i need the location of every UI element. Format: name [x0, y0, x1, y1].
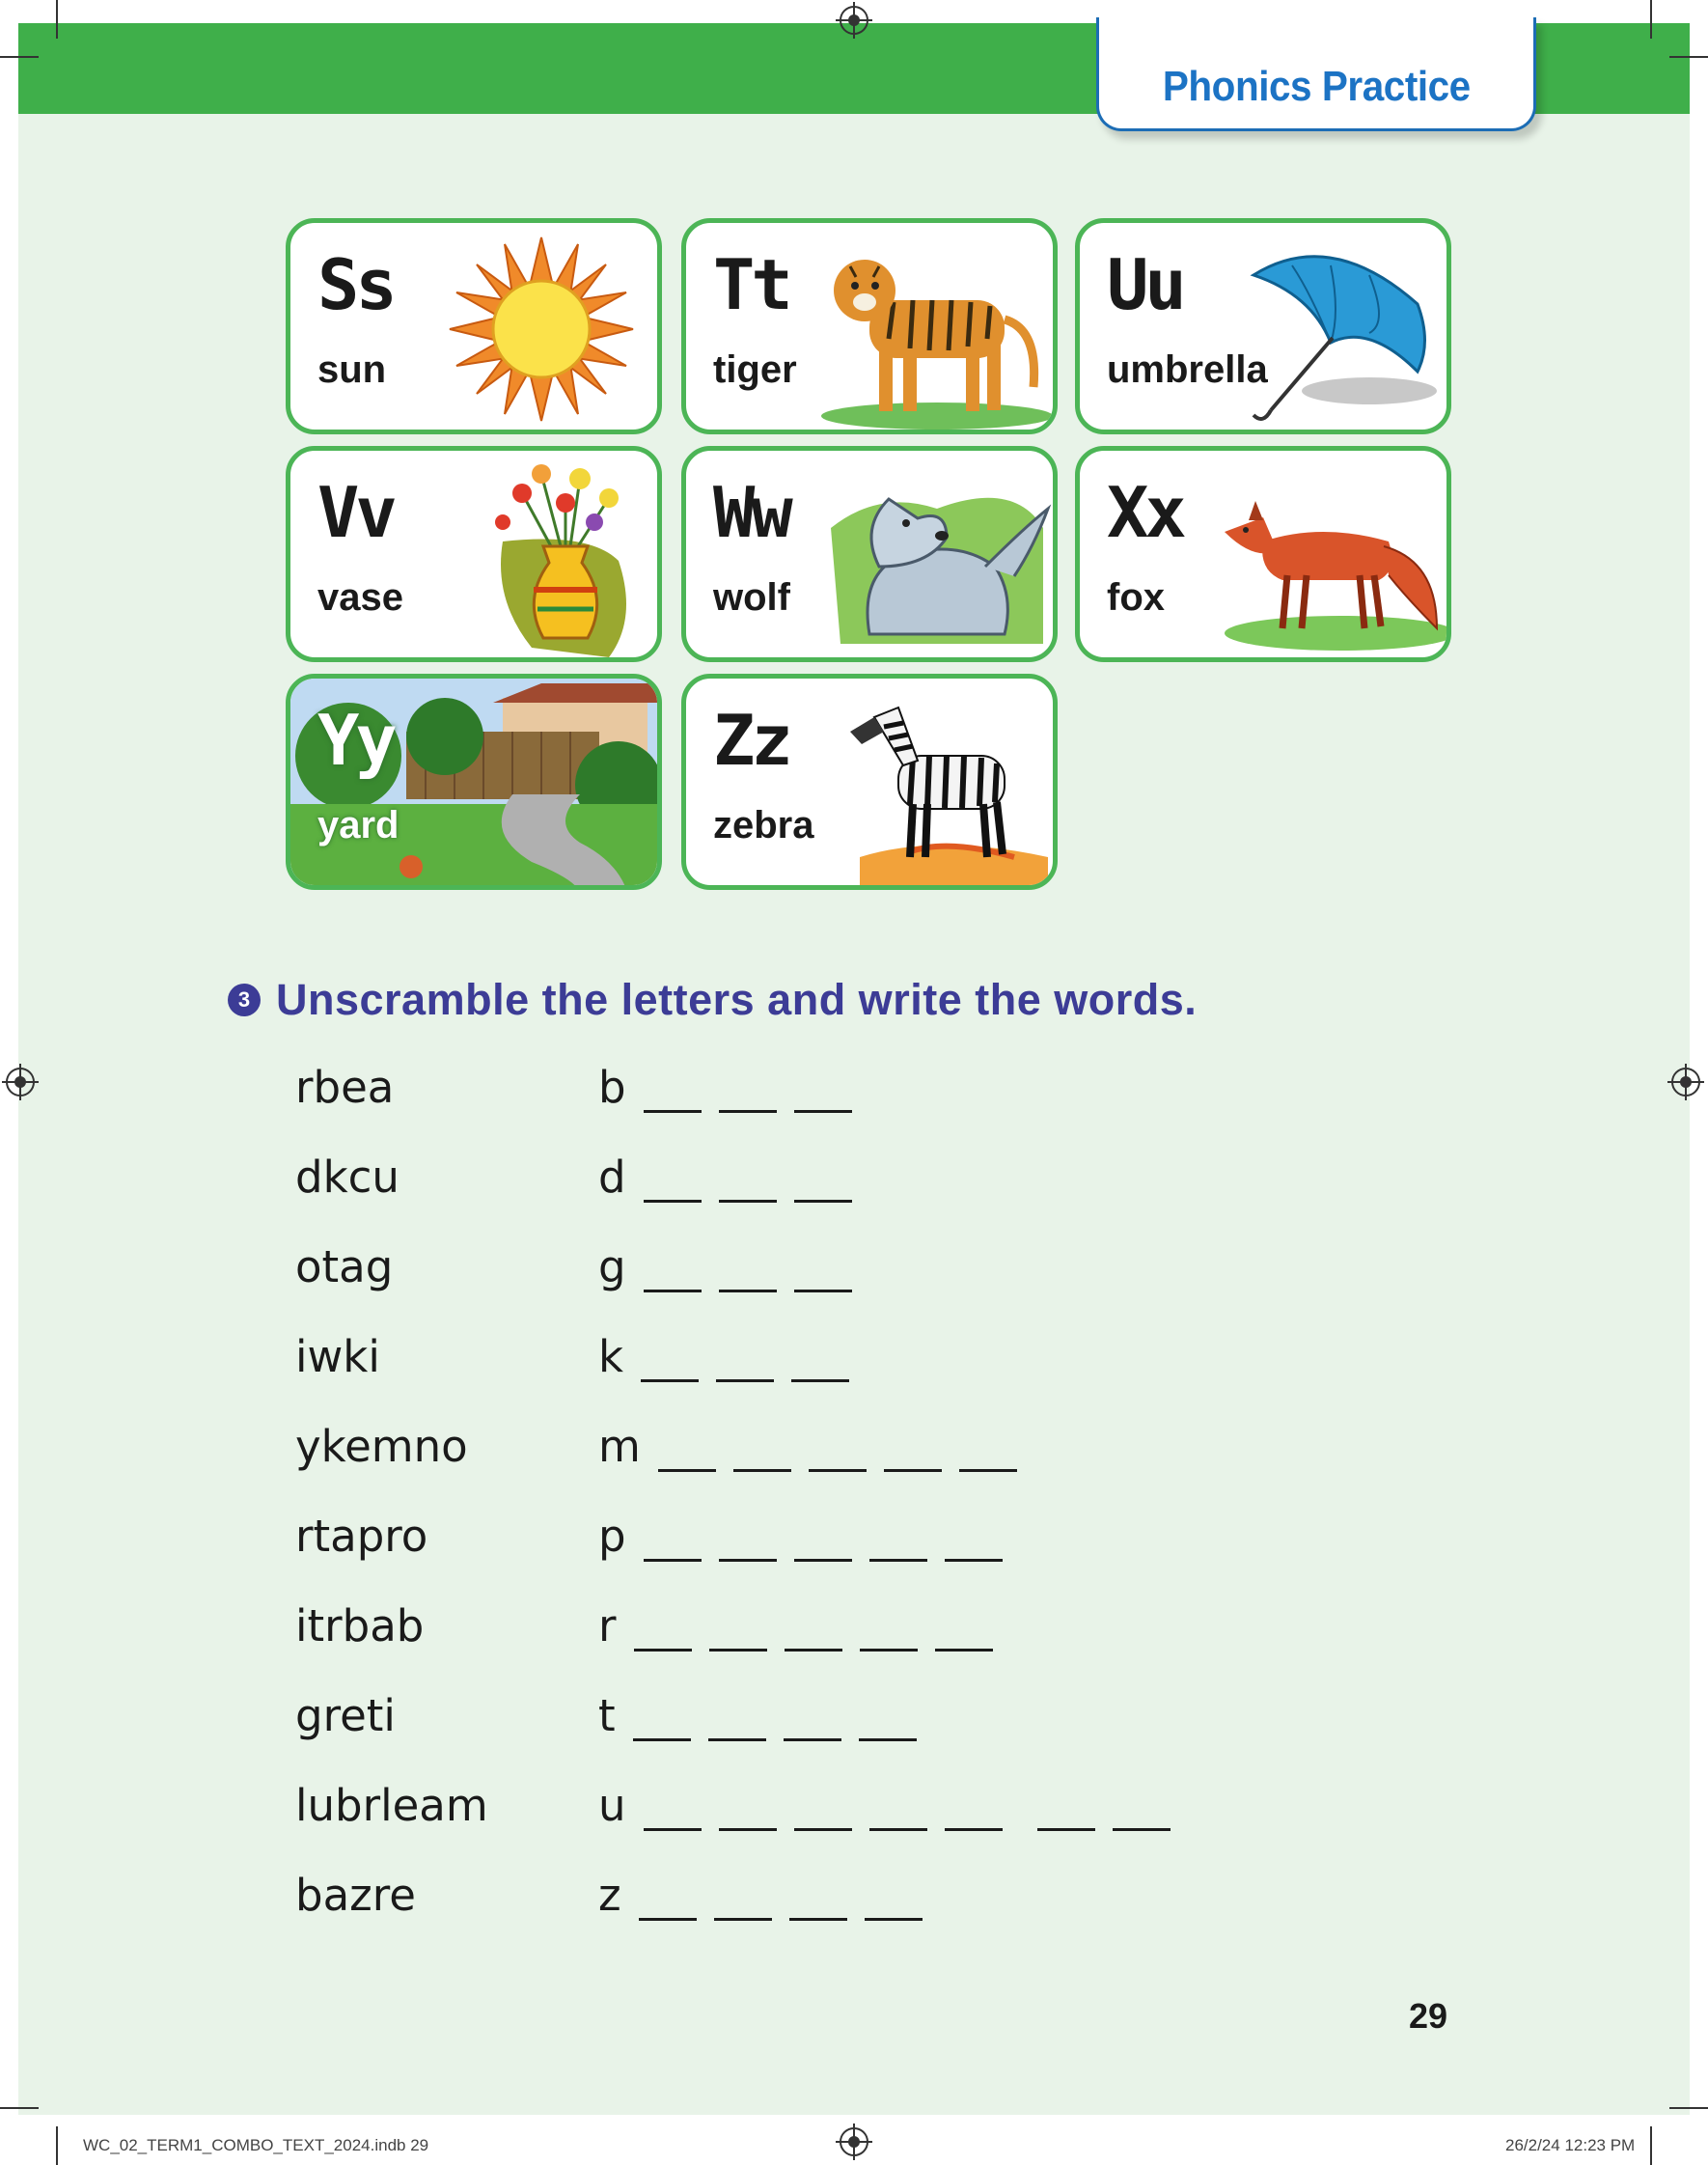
card-tiger [681, 218, 1058, 434]
first-letter: k [598, 1331, 624, 1382]
crop-mark [1669, 2107, 1708, 2109]
answer-line[interactable] [598, 1152, 852, 1203]
scrambled-word: bazre [295, 1870, 416, 1921]
registration-mark-icon [1671, 1068, 1700, 1096]
answer-line[interactable] [598, 1600, 993, 1652]
list-item [295, 1600, 1260, 1658]
blank[interactable] [639, 1890, 697, 1921]
card-wolf [681, 446, 1058, 662]
scrambled-word: rtapro [295, 1511, 428, 1562]
blank[interactable] [634, 1621, 692, 1652]
blank[interactable] [809, 1441, 867, 1472]
registration-mark-icon [6, 1068, 35, 1096]
blank[interactable] [785, 1621, 842, 1652]
crop-mark [56, 0, 58, 39]
first-letter: d [598, 1152, 626, 1203]
card-sun [286, 218, 662, 434]
card-letters: Vv [317, 472, 394, 553]
crop-mark [1650, 0, 1652, 39]
answer-line[interactable] [598, 1331, 849, 1382]
page-number: 29 [1409, 1996, 1448, 2036]
crop-mark [1669, 56, 1708, 58]
card-letters: Zz [713, 700, 789, 781]
blank[interactable] [719, 1082, 777, 1113]
scrambled-word: otag [295, 1241, 394, 1292]
header-tab [1096, 17, 1536, 131]
card-word: yard [317, 804, 399, 847]
crop-mark [0, 2107, 39, 2109]
blank[interactable] [644, 1172, 702, 1203]
footer-file-name: WC_02_TERM1_COMBO_TEXT_2024.indb 29 [83, 2136, 429, 2154]
list-item [295, 1062, 1260, 1120]
card-word: wolf [713, 576, 790, 619]
list-item [295, 1511, 1260, 1568]
card-letters: Ww [713, 472, 789, 553]
blank[interactable] [1037, 1800, 1095, 1831]
blank[interactable] [794, 1262, 852, 1292]
vase-picture [474, 455, 657, 661]
card-letters: Tt [713, 244, 789, 325]
card-umbrella [1075, 218, 1451, 434]
exercise-number: 3 [228, 984, 261, 1016]
card-word: vase [317, 576, 403, 619]
card-word: umbrella [1107, 348, 1268, 391]
blank[interactable] [644, 1082, 702, 1113]
blank[interactable] [644, 1531, 702, 1562]
blank[interactable] [794, 1082, 852, 1113]
card-word: tiger [713, 348, 797, 391]
first-letter: m [598, 1421, 641, 1472]
blank[interactable] [869, 1531, 927, 1562]
list-item [295, 1870, 1260, 1928]
blank[interactable] [644, 1800, 702, 1831]
blank[interactable] [709, 1621, 767, 1652]
blank[interactable] [719, 1172, 777, 1203]
card-fox [1075, 446, 1451, 662]
zebra-picture [792, 688, 1053, 890]
registration-mark-icon [840, 2127, 868, 2156]
card-letters: Yy [317, 700, 394, 781]
answer-line[interactable] [598, 1241, 852, 1292]
list-item [295, 1241, 1260, 1299]
answer-line[interactable] [598, 1780, 1171, 1831]
sun-picture [445, 233, 638, 426]
card-yard [286, 674, 662, 890]
answer-line[interactable] [598, 1421, 1017, 1472]
first-letter: p [598, 1511, 626, 1562]
scrambled-word: greti [295, 1690, 396, 1741]
blank[interactable] [716, 1351, 774, 1382]
card-word: fox [1107, 576, 1165, 619]
card-letters: Ss [317, 244, 394, 325]
blank[interactable] [784, 1710, 841, 1741]
answer-line[interactable] [598, 1690, 917, 1741]
answer-line[interactable] [598, 1062, 852, 1113]
blank[interactable] [633, 1710, 691, 1741]
first-letter: z [598, 1870, 621, 1921]
blank[interactable] [789, 1890, 847, 1921]
blank[interactable] [644, 1262, 702, 1292]
blank[interactable] [714, 1890, 772, 1921]
fox-picture [1205, 474, 1446, 657]
blank[interactable] [719, 1531, 777, 1562]
list-item [295, 1780, 1260, 1838]
blank[interactable] [869, 1800, 927, 1831]
blank[interactable] [959, 1441, 1017, 1472]
card-vase [286, 446, 662, 662]
first-letter: g [598, 1241, 626, 1292]
scrambled-word: lubrleam [295, 1780, 488, 1831]
crop-mark [56, 2126, 58, 2165]
blank[interactable] [794, 1172, 852, 1203]
scrambled-word: rbea [295, 1062, 395, 1113]
blank[interactable] [708, 1710, 766, 1741]
scrambled-word: itrbab [295, 1600, 425, 1652]
scrambled-word: dkcu [295, 1152, 399, 1203]
registration-mark-icon [840, 6, 868, 35]
card-word: zebra [713, 804, 814, 847]
blank[interactable] [884, 1441, 942, 1472]
blank[interactable] [935, 1621, 993, 1652]
blank[interactable] [794, 1800, 852, 1831]
first-letter: b [598, 1062, 626, 1113]
list-item [295, 1421, 1260, 1479]
crop-mark [1650, 2126, 1652, 2165]
answer-line[interactable] [598, 1511, 1003, 1562]
instruction-text: Unscramble the letters and write the words. [276, 975, 1198, 1024]
card-word: sun [317, 348, 387, 391]
blank[interactable] [719, 1800, 777, 1831]
wolf-picture [821, 470, 1053, 662]
list-item [295, 1152, 1260, 1209]
blank[interactable] [1113, 1800, 1171, 1831]
exercise-instruction [228, 975, 1197, 1025]
first-letter: r [598, 1600, 617, 1652]
answer-line[interactable] [598, 1870, 923, 1921]
blank[interactable] [945, 1531, 1003, 1562]
blank[interactable] [865, 1890, 923, 1921]
blank[interactable] [794, 1531, 852, 1562]
page-title: Phonics Practice [1162, 62, 1471, 110]
first-letter: t [598, 1690, 616, 1741]
list-item [295, 1331, 1260, 1389]
list-item [295, 1690, 1260, 1748]
crop-mark [0, 56, 39, 58]
umbrella-picture [1225, 236, 1446, 430]
blank[interactable] [791, 1351, 849, 1382]
tiger-picture [802, 242, 1053, 434]
blank[interactable] [641, 1351, 699, 1382]
blank[interactable] [945, 1800, 1003, 1831]
scrambled-word: iwki [295, 1331, 380, 1382]
scrambled-word: ykemno [295, 1421, 468, 1472]
blank[interactable] [719, 1262, 777, 1292]
first-letter: u [598, 1780, 626, 1831]
blank[interactable] [658, 1441, 716, 1472]
blank[interactable] [860, 1621, 918, 1652]
blank[interactable] [733, 1441, 791, 1472]
blank[interactable] [859, 1710, 917, 1741]
card-zebra [681, 674, 1058, 890]
footer-timestamp: 26/2/24 12:23 PM [1505, 2136, 1636, 2154]
card-letters: Xx [1107, 472, 1183, 553]
card-letters: Uu [1107, 244, 1183, 325]
